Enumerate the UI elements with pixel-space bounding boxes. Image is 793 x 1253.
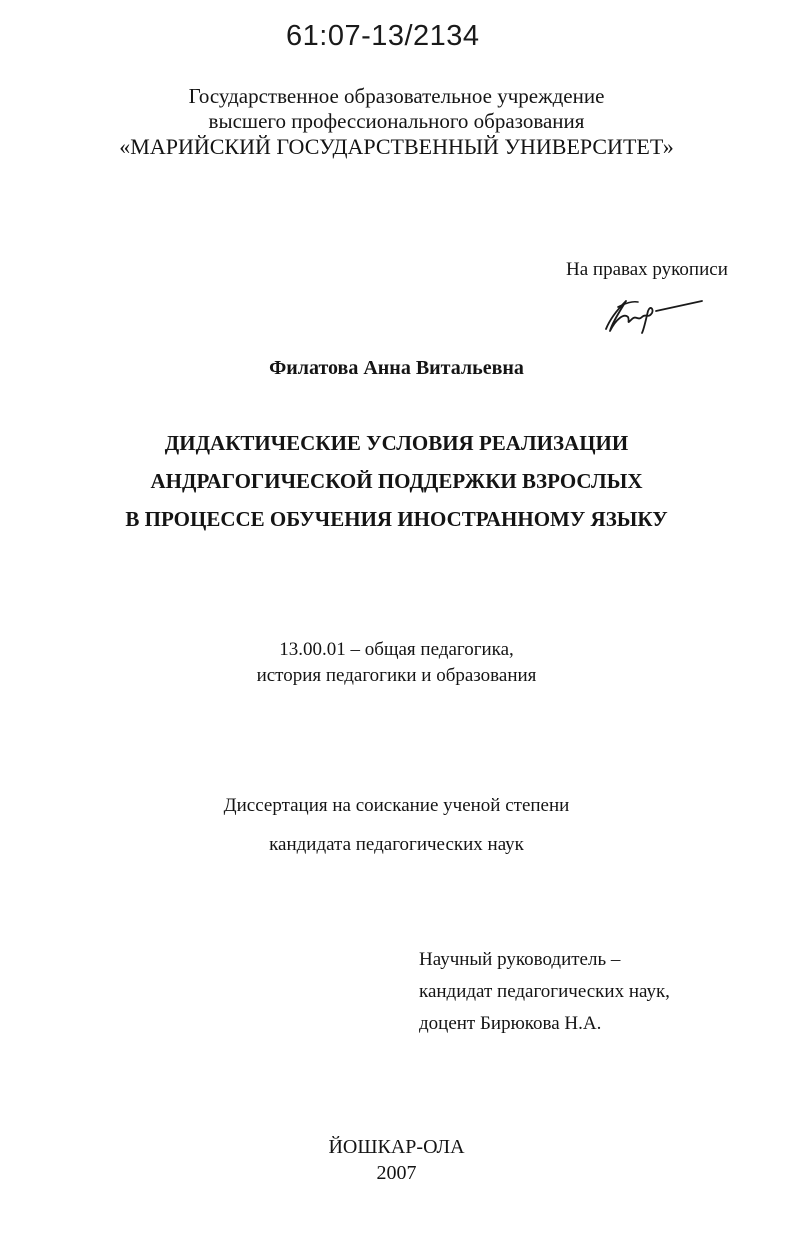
place-and-year <box>0 1134 793 1186</box>
institution-line-1: Государственное образовательное учреждение <box>188 84 605 108</box>
specialty-block <box>0 637 793 689</box>
manuscript-rights: На правах рукописи <box>566 259 728 280</box>
archive-code: 61:07-13/2134 <box>286 20 480 52</box>
institution-line-2: высшего профессионального образования <box>208 109 585 133</box>
degree-line-1: Диссертация на соискание ученой степени <box>223 795 570 816</box>
year: 2007 <box>376 1162 417 1184</box>
title-line-3: В ПРОЦЕССЕ ОБУЧЕНИЯ ИНОСТРАННОМУ ЯЗЫКУ <box>125 507 668 531</box>
author-name: Филатова Анна Витальевна <box>269 357 524 379</box>
university-name: «МАРИЙСКИЙ ГОСУДАРСТВЕННЫЙ УНИВЕРСИТЕТ» <box>119 134 674 159</box>
dissertation-title <box>0 424 793 538</box>
supervisor-line-1: Научный руководитель – <box>419 949 621 970</box>
title-line-1: ДИДАКТИЧЕСКИЕ УСЛОВИЯ РЕАЛИЗАЦИИ <box>164 431 629 455</box>
supervisor-line-3: доцент Бирюкова Н.А. <box>419 1013 602 1034</box>
city: ЙОШКАР-ОЛА <box>328 1136 465 1158</box>
specialty-line-1: 13.00.01 – общая педагогика, <box>279 639 514 660</box>
degree-block <box>0 786 793 864</box>
supervisor-block <box>419 944 670 1040</box>
institution-block <box>0 84 793 159</box>
signature-icon <box>598 289 708 339</box>
title-line-2: АНДРАГОГИЧЕСКОЙ ПОДДЕРЖКИ ВЗРОСЛЫХ <box>150 469 643 493</box>
degree-line-2: кандидата педагогических наук <box>269 834 524 855</box>
supervisor-line-2: кандидат педагогических наук, <box>419 981 670 1002</box>
specialty-line-2: история педагогики и образования <box>256 665 537 686</box>
